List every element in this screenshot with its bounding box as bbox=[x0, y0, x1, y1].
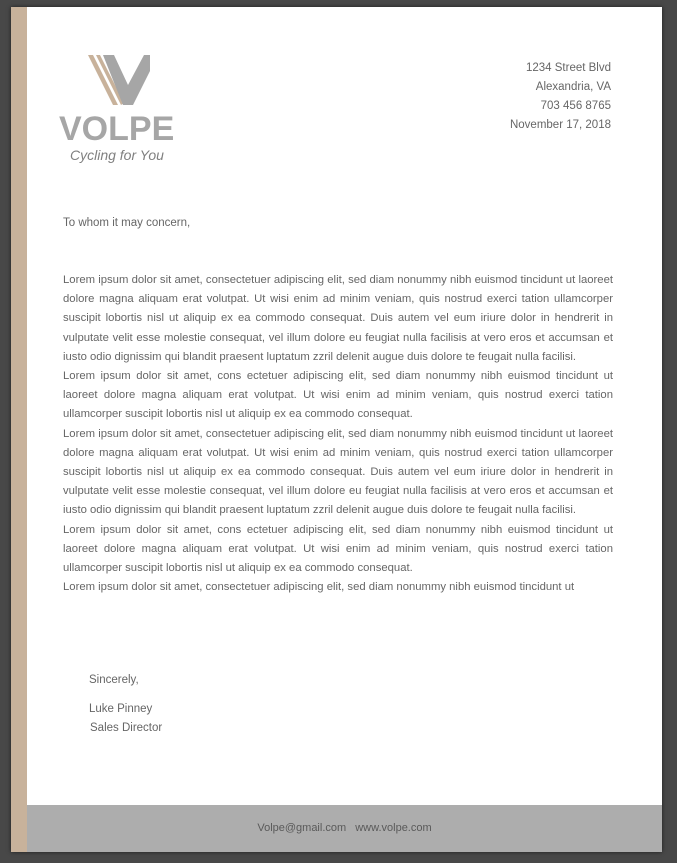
address-street: 1234 Street Blvd bbox=[525, 62, 611, 74]
footer-website: www.volpe.com bbox=[355, 822, 432, 834]
footer-bar bbox=[27, 805, 662, 852]
logo-tagline: Cycling for You bbox=[70, 147, 164, 163]
volpe-logo bbox=[59, 55, 189, 170]
letter-body bbox=[63, 271, 613, 597]
accent-side-bar bbox=[11, 7, 27, 852]
logo-wordmark: VOLPE bbox=[59, 110, 175, 148]
body-paragraph: Lorem ipsum dolor sit amet, cons ectetuer adipiscing elit, sed diam nonummy nibh euismod tincidunt ut laoreet dolore magna aliquam erat volutpat. Ut wisi enim ad minim veniam, quis nostrud exerci tation ullamcorper suscipit lobortis nisl ut aliquip ex ea commodo consequat. bbox=[63, 370, 613, 421]
closing-phrase: Sincerely, bbox=[89, 674, 139, 686]
body-paragraph: Lorem ipsum dolor sit amet, consectetuer adipiscing elit, sed diam nonummy nibh euismod tincidunt ut laoreet dolore magna aliquam erat volutpat. Ut wisi enim ad minim veniam, quis nostrud exerci tation ullamcorper suscipit lobortis nisl ut aliquip ex ea commodo consequat. Duis autem vel eum iriure dolor in hendrerit in vulputate velit esse molestie consequat, vel illum dolore eu feugiat nulla facilisis at vero eros et accumsan et iusto odio dignissim qui blandit praesent luptatum zzril delenit augue duis dolore te feugait nulla facilisi. bbox=[63, 274, 613, 363]
letter-date: November 17, 2018 bbox=[509, 119, 611, 131]
letterhead-page bbox=[11, 7, 662, 852]
v-mark-icon bbox=[88, 55, 150, 107]
signer-name: Luke Pinney bbox=[89, 703, 153, 715]
body-paragraph: Lorem ipsum dolor sit amet, consectetuer adipiscing elit, sed diam nonummy nibh euismod tincidunt ut bbox=[63, 581, 575, 594]
closing-block bbox=[89, 671, 162, 738]
body-paragraph: Lorem ipsum dolor sit amet, consectetuer adipiscing elit, sed diam nonummy nibh euismod tincidunt ut laoreet dolore magna aliquam erat volutpat. Ut wisi enim ad minim veniam, quis nostrud exerci tation ullamcorper suscipit lobortis nisl ut aliquip ex ea commodo consequat. Duis autem vel eum iriure dolor in hendrerit in vulputate velit esse molestie consequat, vel illum dolore eu feugiat nulla facilisis at vero eros et accumsan et iusto odio dignissim qui blandit praesent luptatum zzril delenit augue duis dolore te feugait nulla facilisi. bbox=[63, 427, 613, 517]
footer-email: Volpe@gmail.com bbox=[257, 822, 347, 834]
address-phone: 703 456 8765 bbox=[540, 100, 611, 112]
signer-title: Sales Director bbox=[90, 722, 163, 734]
address-city: Alexandria, VA bbox=[535, 81, 611, 93]
sender-address-block bbox=[510, 59, 611, 135]
salutation: To whom it may concern, bbox=[63, 217, 191, 229]
body-paragraph: Lorem ipsum dolor sit amet, cons ectetuer adipiscing elit, sed diam nonummy nibh euismod tincidunt ut laoreet dolore magna aliquam erat volutpat. Ut wisi enim ad minim veniam, quis nostrud exerci tation ullamcorper suscipit lobortis nisl ut aliquip ex ea commodo consequat. bbox=[63, 523, 613, 575]
